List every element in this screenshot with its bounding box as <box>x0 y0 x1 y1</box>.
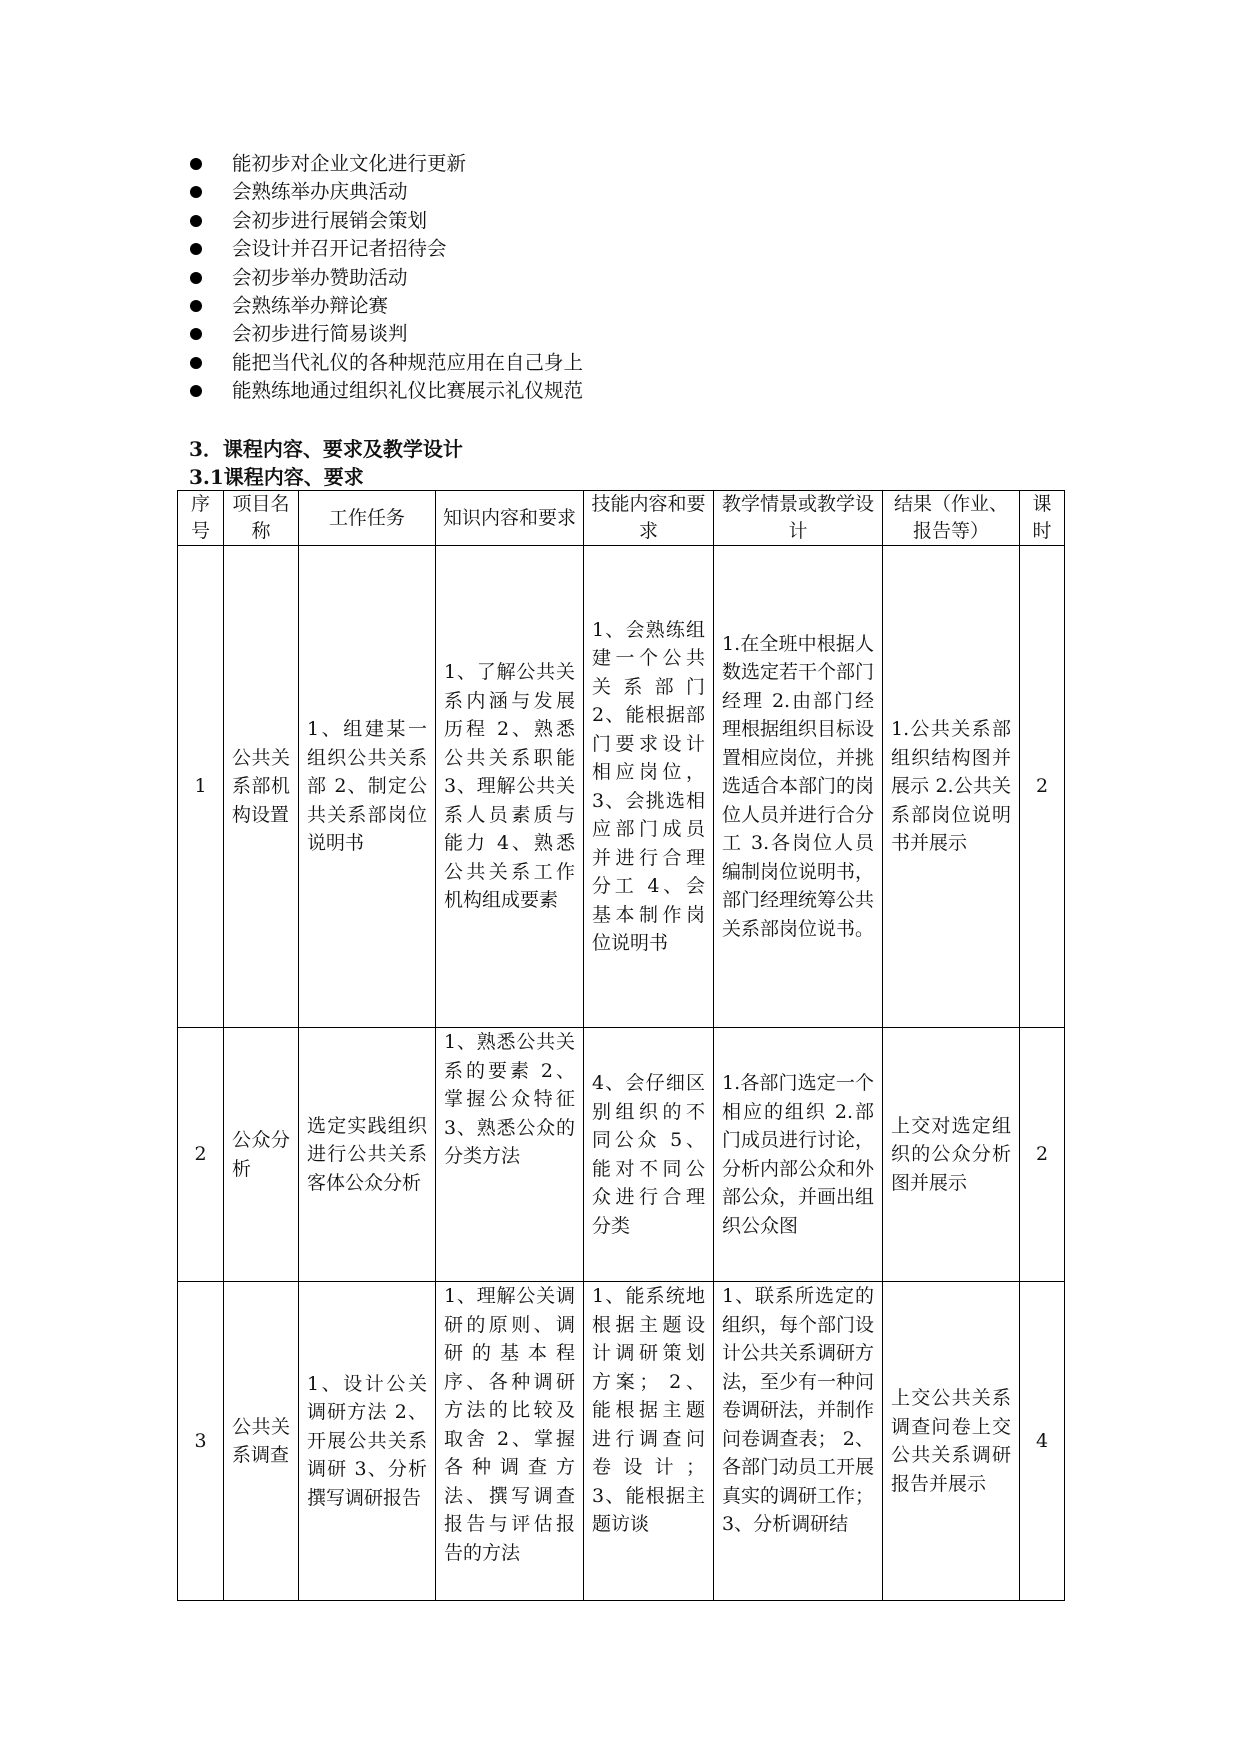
work-task: 1、设计公关调研方法 2、开展公共关系调研 3、分析撰写调研报告 <box>299 1282 436 1601</box>
bullet-icon <box>190 215 202 227</box>
project-name: 公共关系部机构设置 <box>224 546 299 1028</box>
table-row <box>178 546 1065 1028</box>
bullet-item: 能熟练地通过组织礼仪比赛展示礼仪规范 <box>190 377 583 405</box>
bullet-item: 会熟练举办庆典活动 <box>190 178 583 206</box>
teaching-design: 1.各部门选定一个相应的组织 2.部门成员进行讨论，分析内部公众和外部公众，并画出组织公众图 <box>714 1028 883 1282</box>
knowledge-requirements: 1、了解公共关系内涵与发展历程 2、熟悉公共关系职能 3、理解公共关系人员素质与能力 4、熟悉公共关系工作机构组成要素 <box>436 546 584 1028</box>
bullet-item: 能初步对企业文化进行更新 <box>190 150 583 178</box>
skill-requirements: 1、会熟练组建一个公共关系部门 2、能根据部门要求设计相应岗位， 3、会挑选相应部门成员并进行合理分工 4、会基本制作岗位说明书 <box>584 546 714 1028</box>
bullet-item: 会设计并召开记者招待会 <box>190 235 583 263</box>
header-cell-no: 序号 <box>178 491 224 546</box>
header-cell-design: 教学情景或教学设计 <box>714 491 883 546</box>
header-cell-result: 结果（作业、报告等） <box>883 491 1020 546</box>
row-number: 1 <box>178 546 224 1028</box>
bullet-item: 会初步举办赞助活动 <box>190 264 583 292</box>
bullet-item: 会熟练举办辩论赛 <box>190 292 583 320</box>
class-hours: 2 <box>1020 1028 1065 1282</box>
header-cell-knowledge: 知识内容和要求 <box>436 491 584 546</box>
project-name: 公共关系调查 <box>224 1282 299 1601</box>
header-cell-task: 工作任务 <box>299 491 436 546</box>
work-task: 1、组建某一组织公共关系部 2、制定公共关系部岗位说明书 <box>299 546 436 1028</box>
skill-requirements: 4、会仔细区别组织的不同公众 5、能对不同公众进行合理分类 <box>584 1028 714 1282</box>
bullet-icon <box>190 243 202 255</box>
bullet-icon <box>190 272 202 284</box>
bullet-icon <box>190 328 202 340</box>
row-number: 3 <box>178 1282 224 1601</box>
bullet-icon <box>190 158 202 170</box>
knowledge-requirements: 1、熟悉公共关系的要素 2、掌握公众特征 3、熟悉公众的分类方法 <box>436 1028 584 1282</box>
header-cell-skills: 技能内容和要求 <box>584 491 714 546</box>
subsection-heading: 3.1课程内容、要求 <box>189 465 364 489</box>
bullet-icon <box>190 357 202 369</box>
result-output: 上交对选定组织的公众分析图并展示 <box>883 1028 1020 1282</box>
work-task: 选定实践组织进行公共关系客体公众分析 <box>299 1028 436 1282</box>
result-output: 1.公共关系部组织结构图并展示 2.公共关系部岗位说明书并展示 <box>883 546 1020 1028</box>
project-name: 公众分析 <box>224 1028 299 1282</box>
bullet-icon <box>190 385 202 397</box>
table-header-row <box>178 491 1065 546</box>
bullet-item: 能把当代礼仪的各种规范应用在自己身上 <box>190 349 583 377</box>
header-cell-name: 项目名称 <box>224 491 299 546</box>
section-heading: 3．课程内容、要求及教学设计 <box>189 437 463 461</box>
table-row <box>178 1028 1065 1282</box>
teaching-design: 1、联系所选定的组织，每个部门设计公共关系调研方法，至少有一种问卷调研法，并制作问卷调查表； 2、各部门动员工开展真实的调研工作； 3、分析调研结 <box>714 1282 883 1601</box>
knowledge-requirements: 1、理解公关调研的原则、调研的基本程序、各种调研方法的比较及取舍 2、掌握各种调查方法、撰写调查报告与评估报告的方法 <box>436 1282 584 1601</box>
result-output: 上交公共关系调查问卷上交公共关系调研报告并展示 <box>883 1282 1020 1601</box>
class-hours: 4 <box>1020 1282 1065 1601</box>
bullet-icon <box>190 300 202 312</box>
teaching-design: 1.在全班中根据人数选定若干个部门经理 2.由部门经理根据组织目标设置相应岗位，并挑选适合本部门的岗位人员并进行合分工 3.各岗位人员编制岗位说明书，部门经理统筹公共关系部岗位说书。 <box>714 546 883 1028</box>
skill-bullet-list <box>190 150 583 406</box>
class-hours: 2 <box>1020 546 1065 1028</box>
bullet-icon <box>190 186 202 198</box>
table-row <box>178 1282 1065 1601</box>
course-content-table <box>177 490 1065 1601</box>
header-cell-hours: 课时 <box>1020 491 1065 546</box>
skill-requirements: 1、能系统地根据主题设计调研策划方案； 2、能根据主题进行调查问卷设计； 3、能根据主题访谈 <box>584 1282 714 1601</box>
row-number: 2 <box>178 1028 224 1282</box>
bullet-item: 会初步进行展销会策划 <box>190 207 583 235</box>
bullet-item: 会初步进行简易谈判 <box>190 320 583 348</box>
